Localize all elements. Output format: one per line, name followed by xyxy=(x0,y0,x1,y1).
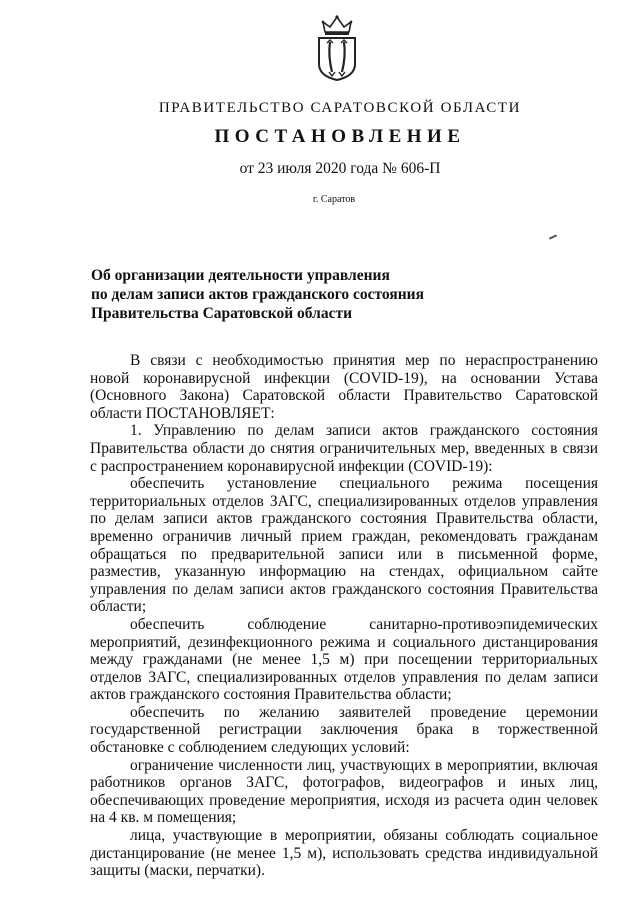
scan-mark xyxy=(549,234,557,239)
body-paragraph: В связи с необходимостью принятия мер по нераспространению новой коронавирусной инфекции (COVID-19), на основании Устава (Основного Закона) Саратовской области Правительство Саратовской области ПОСТАНОВЛЯЕТ: xyxy=(90,352,598,422)
government-name: ПРАВИТЕЛЬСТВО САРАТОВСКОЙ ОБЛАСТИ xyxy=(158,100,522,116)
subject-line: по делам записи актов гражданского состояния xyxy=(91,286,424,303)
coat-of-arms-icon xyxy=(315,14,359,82)
body-paragraph: лица, участвующие в мероприятии, обязаны соблюдать социальное дистанцирование (не менее 1,5 м), использовать средства индивидуальной защиты (маски, перчатки). xyxy=(90,827,598,880)
body-paragraph: обеспечить установление специального режима посещения территориальных отделов ЗАГС, специализированных отделов управления по делам записи актов гражданского состояния Правительства области, временно ограничив личный прием граждан, рекомендовать гражданам обращаться по предварительной записи или в письменной форме, разместив, указанную информацию на стендах, официальном сайте управления по делам записи актов гражданского состояния Правительства области; xyxy=(90,475,598,616)
document-subject xyxy=(91,266,451,323)
city-line: г. Саратов xyxy=(312,194,356,205)
document-type-title: ПОСТАНОВЛЕНИЕ xyxy=(214,126,466,147)
body-paragraph: обеспечить соблюдение санитарно-противоэпидемических мероприятий, дезинфекционного режима и социального дистанцирования между гражданами (не менее 1,5 м) при посещении территориальных отделов ЗАГС, специализированных отделов управления по делам записи актов гражданского состояния Правительства области; xyxy=(90,615,598,704)
body-paragraph: обеспечить по желанию заявителей проведение церемонии государственной регистрации заключения брака в торжественной обстановке с соблюдением следующих условий: xyxy=(90,703,598,757)
date-number-line: от 23 июля 2020 года № 606-П xyxy=(239,160,441,177)
subject-line: Правительства Саратовской области xyxy=(91,305,352,322)
subject-line: Об организации деятельности управления xyxy=(91,267,390,284)
body-paragraph: 1. Управлению по делам записи актов гражданского состояния Правительства области до снятия ограничительных мер, введенных в связи с распространением коронавирусной инфекции (COVID-19): xyxy=(90,422,598,475)
body-paragraph: ограничение численности лиц, участвующих в мероприятии, включая работников органов ЗАГС, фотографов, видеографов и иных лиц, обеспечивающих проведение мероприятия, исходя из расчета один человек на 4 кв. м помещения; xyxy=(90,756,598,827)
document-body xyxy=(90,352,598,880)
